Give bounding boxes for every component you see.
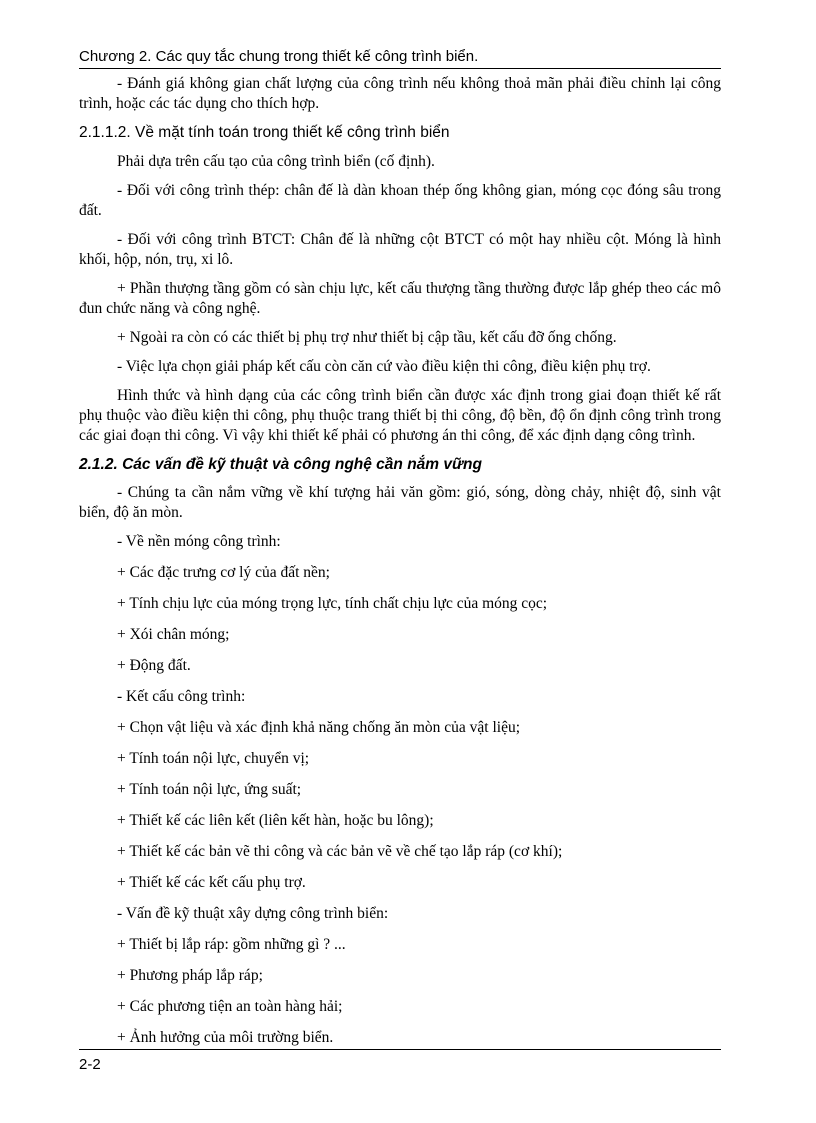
paragraph: - Chúng ta cần nắm vững về khí tượng hải văn gồm: gió, sóng, dòng chảy, nhiệt độ, sinh vật biển, độ ăn mòn.: [79, 484, 721, 521]
list-item: - Về nền móng công trình:: [117, 533, 281, 550]
paragraph: - Đối với công trình BTCT: Chân đế là những cột BTCT có một hay nhiều cột. Móng là hình khối, hộp, nón, trụ, xi lô.: [79, 231, 721, 268]
section-heading-2-1-2: 2.1.2. Các vấn đề kỹ thuật và công nghệ cần nắm vững: [79, 456, 482, 473]
list-item: + Các phương tiện an toàn hàng hải;: [117, 998, 343, 1015]
page-number: 2-2: [79, 1056, 101, 1073]
paragraph: + Phần thượng tầng gồm có sàn chịu lực, kết cấu thượng tầng thường được lắp ghép theo các mô đun chức năng và công nghệ.: [79, 280, 721, 317]
paragraph: - Việc lựa chọn giải pháp kết cấu còn căn cứ vào điều kiện thi công, điều kiện phụ trợ.: [117, 358, 651, 375]
section-heading-2-1-1-2: 2.1.1.2. Về mặt tính toán trong thiết kế công trình biển: [79, 124, 450, 141]
list-item: + Chọn vật liệu và xác định khả năng chống ăn mòn của vật liệu;: [117, 719, 521, 736]
list-item: - Kết cấu công trình:: [117, 688, 246, 705]
paragraph-intro: - Đánh giá không gian chất lượng của công trình nếu không thoả mãn phải điều chỉnh lại công trình, hoặc các tác dụng cho thích hợp.: [79, 75, 721, 112]
paragraph: Hình thức và hình dạng của các công trình biển cần được xác định trong giai đoạn thiết kế rất phụ thuộc vào điều kiện thi công, phụ thuộc trang thiết bị thi công, độ bền, độ ổn định công trình trong các giai đoạn thi công. Vì vậy khi thiết kế phải có phương án thi công, để xác định dạng công trình.: [79, 387, 721, 444]
list-item: + Tính toán nội lực, chuyển vị;: [117, 750, 310, 767]
list-item: + Phương pháp lắp ráp;: [117, 967, 263, 984]
list-item: + Thiết kế các kết cấu phụ trợ.: [117, 874, 306, 891]
footer-divider: [79, 1049, 721, 1050]
list-item: - Vấn đề kỹ thuật xây dựng công trình biển:: [117, 905, 389, 922]
list-item: + Xói chân móng;: [117, 626, 230, 643]
list-item: + Các đặc trưng cơ lý của đất nền;: [117, 564, 330, 581]
list-item: + Động đất.: [117, 657, 191, 674]
list-item: + Ảnh hưởng của môi trường biển.: [117, 1029, 334, 1046]
paragraph: Phải dựa trên cấu tạo của công trình biển (cố định).: [117, 153, 435, 170]
chapter-header: Chương 2. Các quy tắc chung trong thiết kế công trình biển.: [79, 48, 721, 69]
page-body: [79, 74, 721, 1059]
list-item: + Thiết kế các liên kết (liên kết hàn, hoặc bu lông);: [117, 812, 434, 829]
list-item: + Tính toán nội lực, ứng suất;: [117, 781, 302, 798]
list-item: + Tính chịu lực của móng trọng lực, tính chất chịu lực của móng cọc;: [117, 595, 548, 612]
list-item: + Thiết bị lắp ráp: gồm những gì ? ...: [117, 936, 346, 953]
paragraph: - Đối với công trình thép: chân đế là dàn khoan thép ống không gian, móng cọc đóng sâu trong đất.: [79, 182, 721, 219]
paragraph: + Ngoài ra còn có các thiết bị phụ trợ như thiết bị cập tầu, kết cấu đỡ ống chống.: [117, 329, 617, 346]
list-item: + Thiết kế các bản vẽ thi công và các bản vẽ về chế tạo lắp ráp (cơ khí);: [117, 843, 563, 860]
